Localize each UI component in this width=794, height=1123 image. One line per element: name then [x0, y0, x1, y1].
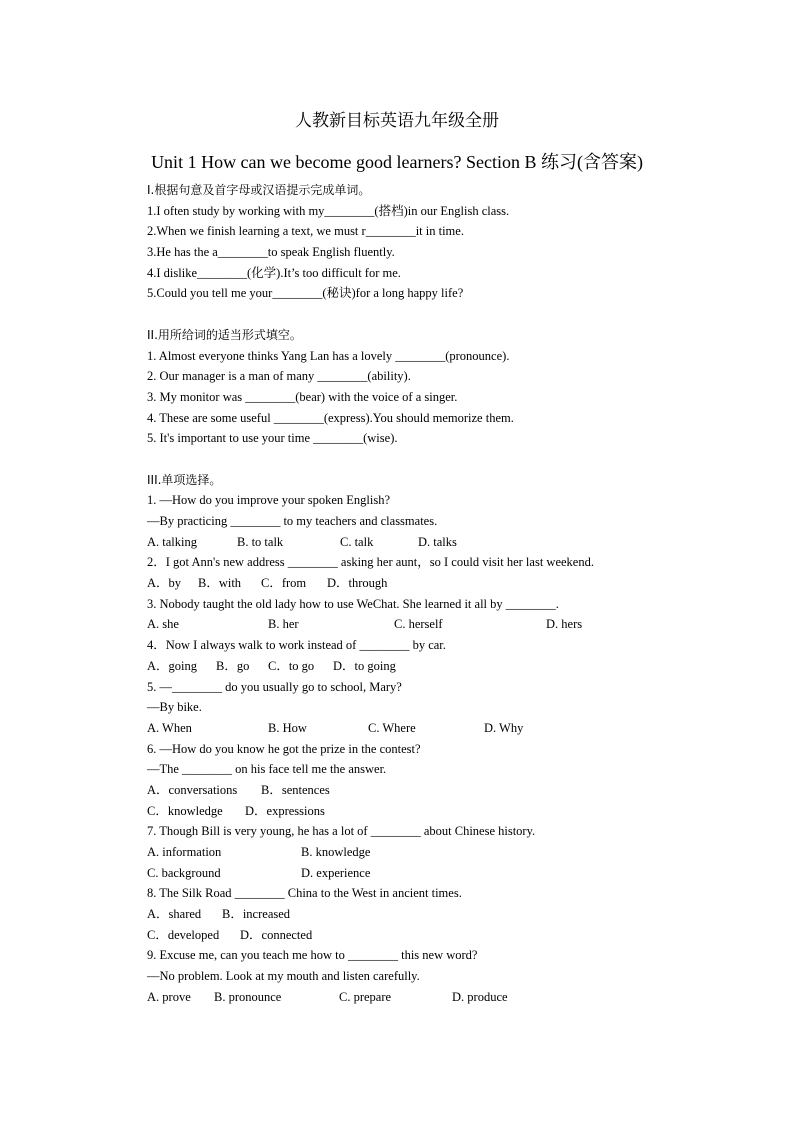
q3-option-d: D. hers — [546, 617, 583, 632]
q9-option-c: C. prepare — [339, 989, 392, 1004]
q7-option-c: C. background — [147, 865, 221, 880]
q5-option-d: D. Why — [484, 720, 524, 735]
q1-stem: 1. —How do you improve your spoken English? — [147, 493, 391, 508]
q7-option-d: D. experience — [301, 865, 371, 880]
part2-item-5: 5. It's important to use your time ________(wise). — [147, 431, 398, 446]
part2-item-4: 4. These are some useful ________(express).You should memorize them. — [147, 410, 514, 425]
part1-item-1: 1.I often study by working with my________(搭档)in our English class. — [147, 203, 510, 218]
q6-options-row1 — [147, 780, 767, 801]
q2-option-b: B．with — [198, 576, 242, 591]
q8-options-row1 — [147, 904, 767, 925]
q4-option-c: C．to go — [268, 658, 315, 673]
q7-options-row2 — [147, 863, 767, 884]
q1-option-b: B. to talk — [237, 534, 284, 549]
q8-option-a: A．shared — [147, 907, 202, 922]
document-subtitle: Unit 1 How can we become good learners? Section B 练习(含答案) — [151, 152, 643, 172]
worksheet-body — [147, 180, 767, 1008]
part1-item-2: 2.When we finish learning a text, we must r________it in time. — [147, 224, 464, 239]
q3-options — [147, 614, 767, 635]
q4-options — [147, 656, 767, 677]
part2-item-2: 2. Our manager is a man of many ________(ability). — [147, 369, 411, 384]
q6-option-d: D．expressions — [245, 803, 325, 818]
q3-stem: 3. Nobody taught the old lady how to use WeChat. She learned it all by ________. — [147, 596, 559, 611]
q4-stem: 4．Now I always walk to work instead of ________ by car. — [147, 638, 446, 653]
q9-stem: 9. Excuse me, can you teach me how to ________ this new word? — [147, 948, 478, 963]
q9-option-a: A. prove — [147, 989, 191, 1004]
q1-option-d: D. talks — [418, 534, 457, 549]
q5-option-b: B. How — [268, 720, 307, 735]
q2-options — [147, 573, 767, 594]
q7-stem: 7. Though Bill is very young, he has a lot of ________ about Chinese history. — [147, 824, 536, 839]
part1-item-5: 5.Could you tell me your________(秘诀)for a long happy life? — [147, 286, 464, 301]
q6-option-a: A．conversations — [147, 782, 238, 797]
q2-option-d: D．through — [327, 576, 388, 591]
q5-stem: 5. —________ do you usually go to school, Mary? — [147, 679, 402, 694]
q8-option-c: C．developed — [147, 927, 220, 942]
part3-heading: III.单项选择。 — [147, 472, 222, 487]
q1-option-c: C. talk — [340, 534, 374, 549]
q3-option-c: C. herself — [394, 617, 443, 632]
q1-options — [147, 532, 767, 553]
q5-options — [147, 718, 767, 739]
q7-option-b: B. knowledge — [301, 845, 371, 859]
part1-item-3: 3.He has the a________to speak English fluently. — [147, 245, 395, 260]
q2-stem: 2．I got Ann's new address ________ asking her aunt，so I could visit her last weekend. — [147, 555, 594, 570]
q7-option-a: A. information — [147, 845, 222, 859]
q3-option-a: A. she — [147, 617, 179, 632]
q8-options-row2 — [147, 925, 767, 946]
part1-heading: I.根据句意及首字母或汉语提示完成单词。 — [147, 183, 371, 197]
q6-option-b: B．sentences — [261, 782, 330, 797]
document-title: 人教新目标英语九年级全册 — [295, 111, 499, 131]
q6-options-row2 — [147, 801, 767, 822]
q2-option-c: C．from — [261, 576, 307, 591]
part2-heading: II.用所给词的适当形式填空。 — [147, 327, 302, 342]
q9-reply: —No problem. Look at my mouth and listen carefully. — [147, 969, 420, 984]
q9-option-d: D. produce — [452, 989, 508, 1004]
q3-option-b: B. her — [268, 617, 299, 632]
q5-option-a: A. When — [147, 720, 192, 735]
part2-item-3: 3. My monitor was ________(bear) with the voice of a singer. — [147, 389, 458, 404]
q4-option-a: A．going — [147, 658, 198, 673]
q9-option-b: B. pronounce — [214, 989, 282, 1004]
q8-option-b: B．increased — [222, 907, 291, 922]
part2-item-1: 1. Almost everyone thinks Yang Lan has a lovely ________(pronounce). — [147, 348, 510, 363]
part1-item-4: 4.I dislike________(化学).It’s too difficult for me. — [147, 265, 401, 280]
q7-options-row1 — [147, 842, 767, 863]
q5-reply: —By bike. — [147, 700, 202, 715]
q1-reply: —By practicing ________ to my teachers and classmates. — [147, 514, 438, 528]
q2-option-a: A．by — [147, 576, 182, 591]
q6-reply: —The ________ on his face tell me the answer. — [147, 762, 387, 777]
q4-option-b: B．go — [216, 658, 250, 673]
q4-option-d: D．to going — [333, 658, 396, 673]
q6-option-c: C．knowledge — [147, 803, 223, 818]
q9-options — [147, 987, 767, 1008]
q8-option-d: D．connected — [240, 927, 313, 942]
q6-stem: 6. —How do you know he got the prize in the contest? — [147, 741, 421, 756]
q1-option-a: A. talking — [147, 534, 197, 549]
q5-option-c: C. Where — [368, 720, 416, 735]
q8-stem: 8. The Silk Road ________ China to the West in ancient times. — [147, 886, 462, 901]
